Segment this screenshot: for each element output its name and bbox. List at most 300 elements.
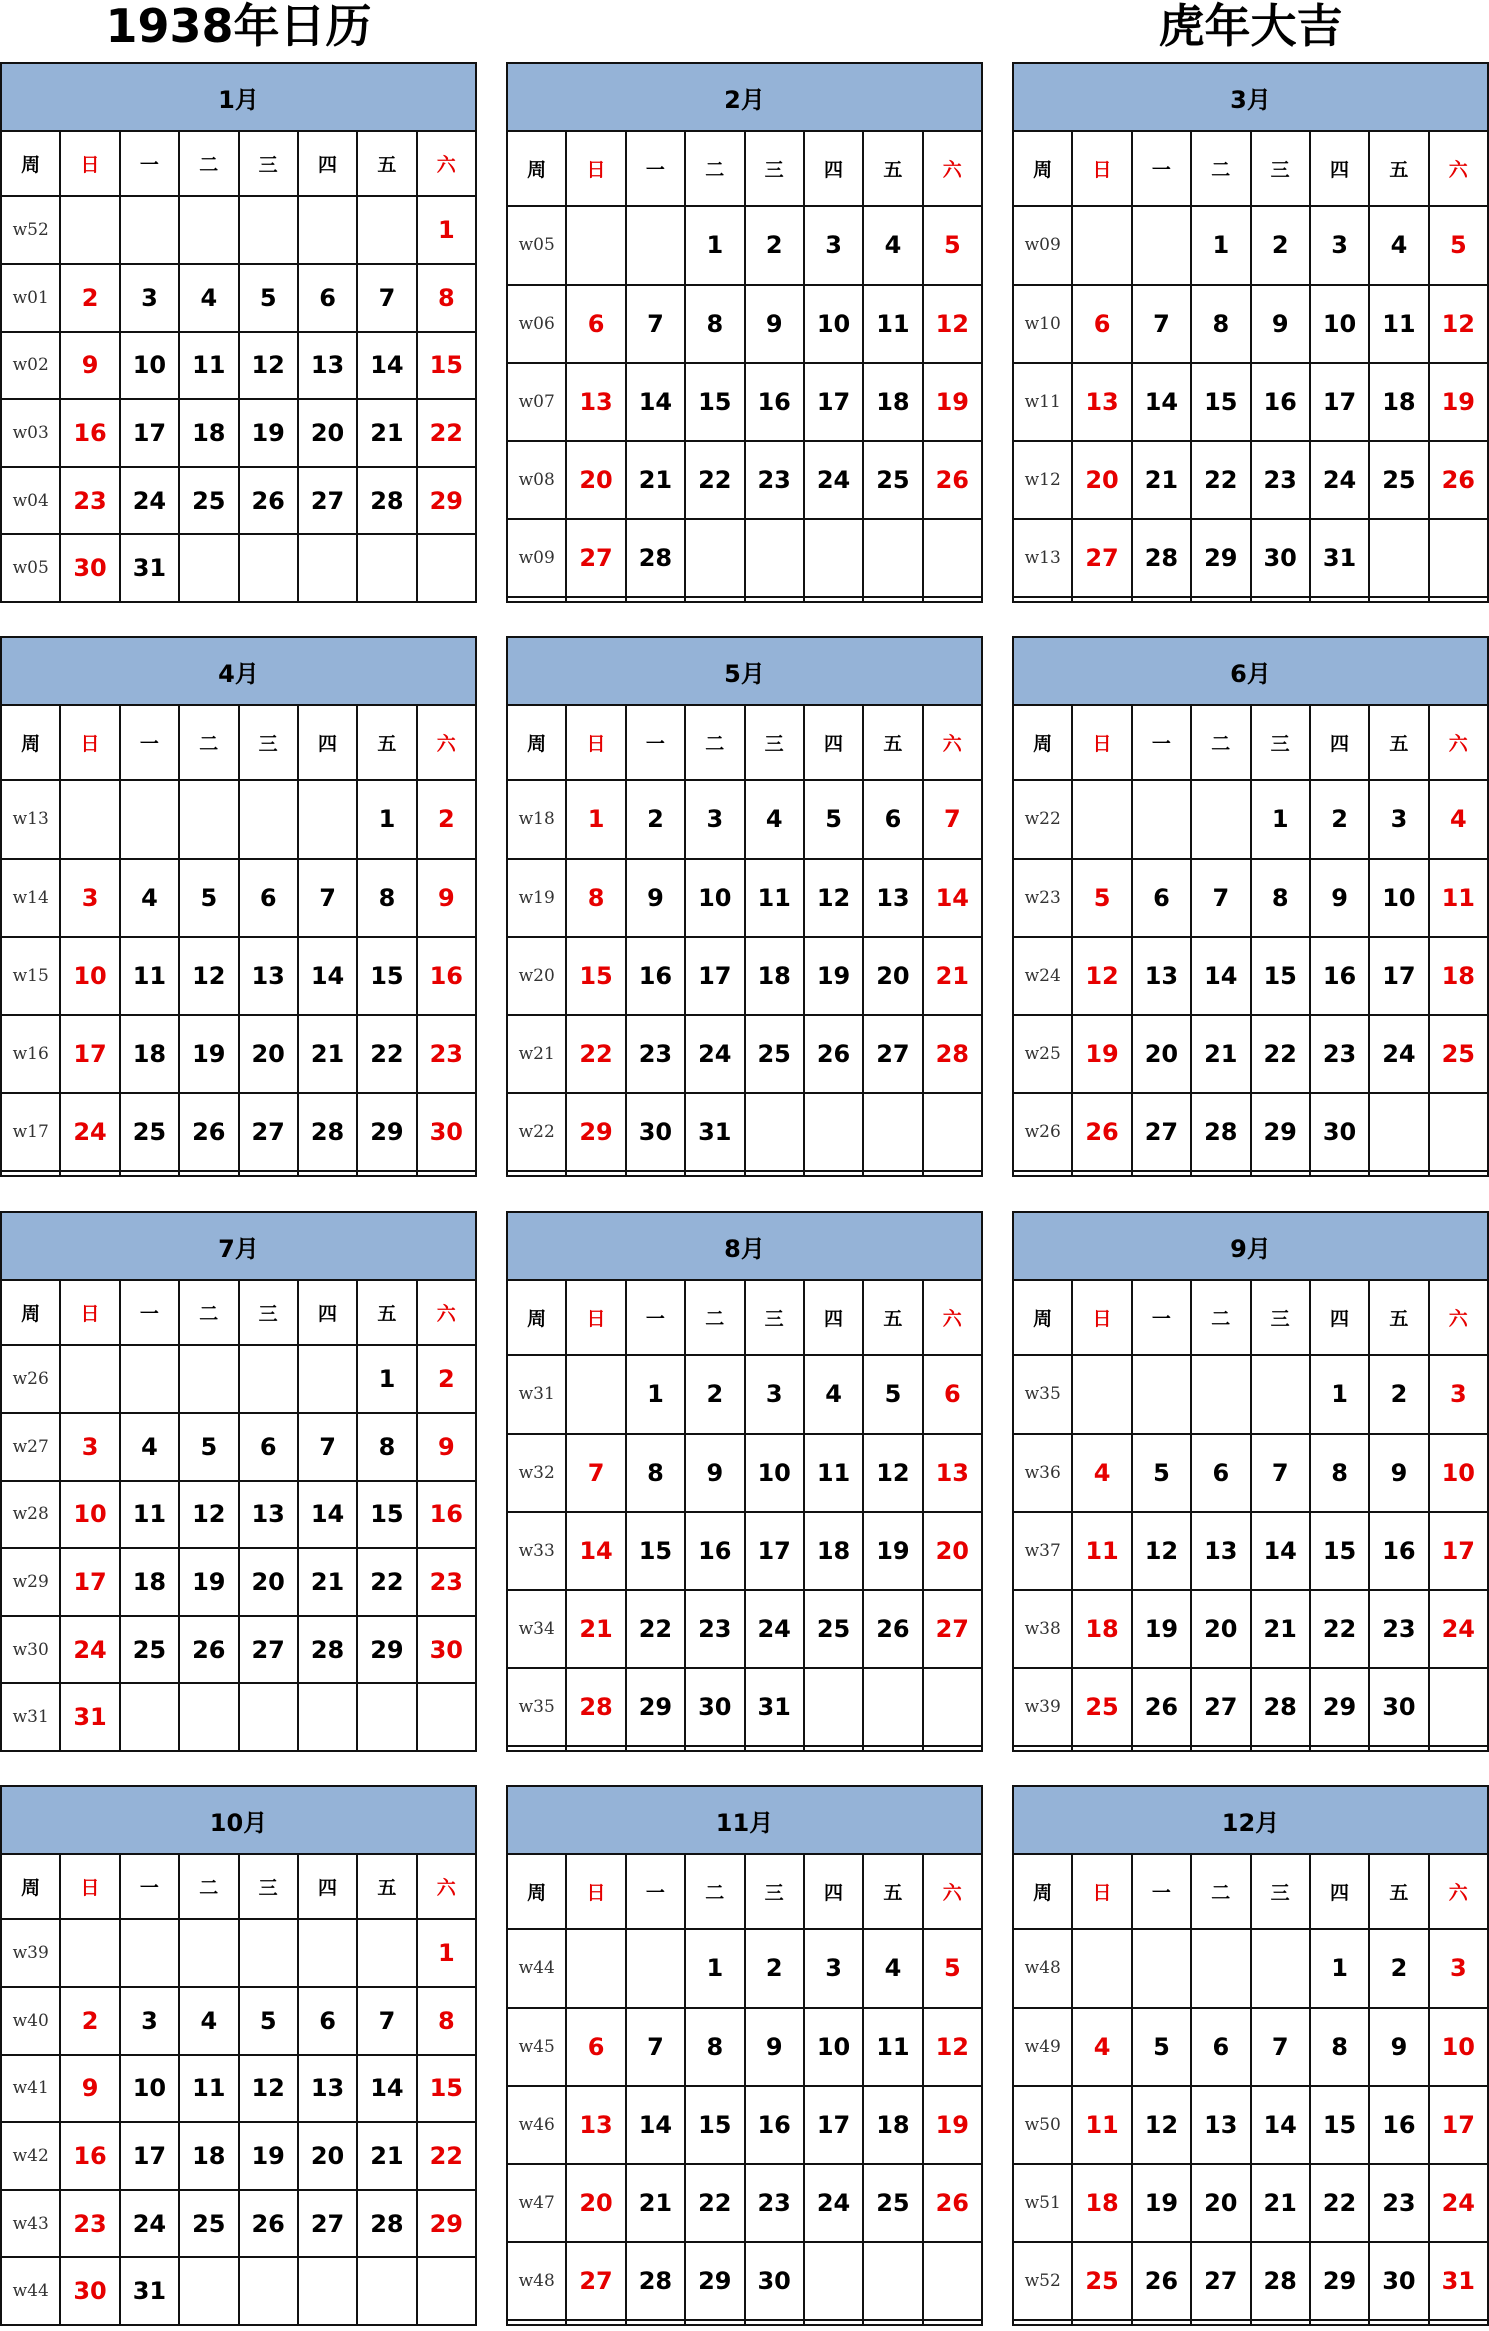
day-cell: 5	[179, 1413, 238, 1481]
week-number: w31	[507, 1355, 566, 1433]
day-cell: 15	[417, 332, 476, 400]
weekday-label: 日	[60, 131, 119, 196]
week-row	[1013, 1434, 1488, 1512]
weekday-label: 周	[1, 1854, 60, 1919]
weekday-header-row	[1, 1854, 476, 1919]
day-cell: 2	[1369, 1929, 1428, 2007]
day-cell	[745, 597, 804, 602]
day-cell: 24	[120, 2190, 179, 2258]
weekday-label: 六	[923, 131, 982, 206]
day-cell: 2	[685, 1355, 744, 1433]
day-cell: 8	[357, 1413, 416, 1481]
day-cell: 9	[745, 285, 804, 363]
day-cell: 4	[1072, 1434, 1131, 1512]
day-cell	[60, 196, 119, 264]
day-cell: 7	[298, 859, 357, 937]
day-cell: 11	[179, 2055, 238, 2123]
month-name: 7月	[1, 1212, 476, 1280]
day-cell	[179, 1171, 238, 1176]
week-number: w38	[1013, 1590, 1072, 1668]
day-cell: 28	[1251, 2242, 1310, 2320]
day-cell	[685, 519, 744, 597]
day-cell: 1	[1191, 206, 1250, 284]
day-cell: 30	[417, 1616, 476, 1684]
day-cell: 6	[566, 2008, 625, 2086]
day-cell	[1132, 1929, 1191, 2007]
day-cell: 25	[1369, 441, 1428, 519]
day-cell: 3	[685, 780, 744, 858]
day-cell: 10	[685, 859, 744, 937]
weekday-label: 三	[1251, 705, 1310, 780]
week-number: w08	[507, 441, 566, 519]
day-cell: 17	[1429, 1512, 1488, 1590]
day-cell: 30	[1310, 1093, 1369, 1171]
day-cell	[745, 519, 804, 597]
weekday-label: 六	[1429, 1854, 1488, 1929]
day-cell: 11	[1072, 1512, 1131, 1590]
weekday-label: 四	[1310, 1280, 1369, 1355]
weekday-label: 三	[745, 1280, 804, 1355]
day-cell	[417, 2257, 476, 2325]
weekday-header-row	[1, 705, 476, 780]
week-row	[507, 597, 982, 602]
day-cell: 5	[804, 780, 863, 858]
day-cell: 20	[298, 399, 357, 467]
week-row	[1, 1345, 476, 1413]
day-cell: 12	[923, 2008, 982, 2086]
day-cell	[1191, 1355, 1250, 1433]
week-number: w24	[1013, 937, 1072, 1015]
day-cell: 8	[1310, 2008, 1369, 2086]
day-cell: 2	[1369, 1355, 1428, 1433]
day-cell: 1	[357, 1345, 416, 1413]
day-cell: 10	[1369, 859, 1428, 937]
day-cell: 3	[120, 264, 179, 332]
day-cell: 4	[1429, 780, 1488, 858]
day-cell: 13	[298, 2055, 357, 2123]
day-cell: 10	[120, 332, 179, 400]
day-cell	[626, 1746, 685, 1751]
day-cell: 28	[357, 2190, 416, 2258]
day-cell	[357, 1171, 416, 1176]
day-cell: 20	[1191, 2164, 1250, 2242]
week-row	[507, 1093, 982, 1171]
day-cell: 21	[566, 1590, 625, 1668]
week-row	[1013, 937, 1488, 1015]
day-cell: 20	[1072, 441, 1131, 519]
day-cell: 24	[804, 441, 863, 519]
weekday-label: 五	[863, 1854, 922, 1929]
day-cell	[923, 1668, 982, 1746]
day-cell: 5	[1072, 859, 1131, 937]
day-cell: 24	[1429, 1590, 1488, 1668]
day-cell	[566, 1746, 625, 1751]
day-cell	[239, 1171, 298, 1176]
day-cell: 7	[1191, 859, 1250, 937]
day-cell	[1132, 2320, 1191, 2325]
week-number: w11	[1013, 363, 1072, 441]
week-row	[1, 1987, 476, 2055]
day-cell: 1	[566, 780, 625, 858]
week-row	[1013, 859, 1488, 937]
day-cell: 20	[298, 2122, 357, 2190]
day-cell: 15	[685, 2086, 744, 2164]
day-cell: 10	[1429, 2008, 1488, 2086]
weekday-label: 三	[1251, 1854, 1310, 1929]
day-cell: 22	[1191, 441, 1250, 519]
day-cell: 19	[1132, 2164, 1191, 2242]
day-cell	[1191, 780, 1250, 858]
day-cell: 21	[626, 2164, 685, 2242]
day-cell	[804, 2320, 863, 2325]
week-row	[507, 441, 982, 519]
month-name: 2月	[507, 63, 982, 131]
day-cell: 2	[1251, 206, 1310, 284]
day-cell: 13	[566, 363, 625, 441]
weekday-label: 三	[239, 1854, 298, 1919]
day-cell	[1072, 1171, 1131, 1176]
day-cell: 19	[179, 1548, 238, 1616]
day-cell	[1429, 597, 1488, 602]
day-cell	[1072, 1355, 1131, 1433]
weekday-label: 一	[120, 131, 179, 196]
month-table	[506, 62, 983, 603]
day-cell: 24	[60, 1616, 119, 1684]
day-cell: 15	[1251, 937, 1310, 1015]
weekday-label: 周	[1, 1280, 60, 1345]
day-cell: 29	[566, 1093, 625, 1171]
day-cell: 26	[1429, 441, 1488, 519]
week-number: w13	[1, 780, 60, 858]
day-cell	[417, 1683, 476, 1751]
weekday-header-row	[507, 705, 982, 780]
month-calendar	[1012, 62, 1489, 603]
day-cell: 26	[1072, 1093, 1131, 1171]
month-name: 1月	[1, 63, 476, 131]
day-cell: 7	[357, 1987, 416, 2055]
day-cell	[1251, 597, 1310, 602]
week-number: w33	[507, 1512, 566, 1590]
weekday-label: 四	[298, 705, 357, 780]
week-row	[1, 1548, 476, 1616]
day-cell	[1310, 597, 1369, 602]
weekday-label: 三	[745, 1854, 804, 1929]
weekday-label: 三	[239, 1280, 298, 1345]
weekday-label: 日	[566, 1280, 625, 1355]
day-cell: 6	[298, 264, 357, 332]
day-cell: 9	[685, 1434, 744, 1512]
weekday-label: 五	[1369, 705, 1428, 780]
day-cell: 20	[239, 1548, 298, 1616]
day-cell: 17	[120, 399, 179, 467]
day-cell: 26	[179, 1093, 238, 1171]
day-cell	[60, 1171, 119, 1176]
day-cell	[298, 1683, 357, 1751]
day-cell	[1369, 597, 1428, 602]
week-row	[507, 363, 982, 441]
day-cell: 24	[1310, 441, 1369, 519]
weekday-label: 日	[1072, 705, 1131, 780]
day-cell	[1310, 1171, 1369, 1176]
day-cell: 2	[417, 780, 476, 858]
week-row	[1, 2257, 476, 2325]
week-number: w18	[507, 780, 566, 858]
weekday-label: 周	[507, 1280, 566, 1355]
day-cell	[1369, 1093, 1428, 1171]
day-cell: 10	[120, 2055, 179, 2123]
day-cell: 22	[417, 399, 476, 467]
day-cell: 17	[1310, 363, 1369, 441]
day-cell: 29	[1310, 2242, 1369, 2320]
month-name: 8月	[507, 1212, 982, 1280]
day-cell	[1072, 597, 1131, 602]
day-cell: 19	[863, 1512, 922, 1590]
week-row	[1013, 2320, 1488, 2325]
weekday-label: 三	[239, 131, 298, 196]
month-calendar	[1012, 636, 1489, 1177]
day-cell	[1191, 1746, 1250, 1751]
day-cell: 13	[1132, 937, 1191, 1015]
weekday-label: 周	[507, 131, 566, 206]
day-cell: 2	[1310, 780, 1369, 858]
day-cell: 21	[357, 2122, 416, 2190]
day-cell: 1	[1251, 780, 1310, 858]
day-cell	[863, 1668, 922, 1746]
weekday-label: 二	[1191, 705, 1250, 780]
day-cell: 10	[60, 1481, 119, 1549]
week-row	[1013, 2086, 1488, 2164]
day-cell: 12	[1072, 937, 1131, 1015]
day-cell: 28	[1132, 519, 1191, 597]
month-name: 12月	[1013, 1786, 1488, 1854]
day-cell: 21	[357, 399, 416, 467]
day-cell	[357, 196, 416, 264]
day-cell	[417, 534, 476, 602]
weekday-label: 四	[1310, 131, 1369, 206]
day-cell: 9	[1251, 285, 1310, 363]
day-cell: 11	[120, 1481, 179, 1549]
day-cell: 25	[120, 1616, 179, 1684]
week-row	[1013, 2164, 1488, 2242]
week-number: w29	[1, 1548, 60, 1616]
day-cell: 12	[804, 859, 863, 937]
weekday-header-row	[1013, 131, 1488, 206]
day-cell: 30	[685, 1668, 744, 1746]
day-cell: 24	[685, 1015, 744, 1093]
day-cell: 10	[804, 285, 863, 363]
week-number: w06	[507, 285, 566, 363]
week-number: w26	[1013, 1093, 1072, 1171]
day-cell: 24	[745, 1590, 804, 1668]
month-calendar	[506, 636, 983, 1177]
week-number: w43	[1, 2190, 60, 2258]
week-row	[507, 519, 982, 597]
day-cell: 24	[60, 1093, 119, 1171]
day-cell: 27	[239, 1093, 298, 1171]
day-cell: 25	[863, 441, 922, 519]
week-row	[507, 206, 982, 284]
weekday-label: 日	[60, 1854, 119, 1919]
months-grid	[0, 62, 1489, 2331]
month-calendar	[506, 62, 983, 603]
day-cell: 31	[60, 1683, 119, 1751]
day-cell: 5	[1132, 1434, 1191, 1512]
day-cell: 6	[566, 285, 625, 363]
month-table	[1012, 636, 1489, 1177]
month-table	[0, 1785, 477, 2326]
day-cell: 22	[1310, 2164, 1369, 2242]
day-cell: 10	[1429, 1434, 1488, 1512]
day-cell: 8	[566, 859, 625, 937]
day-cell: 3	[1310, 206, 1369, 284]
week-number	[507, 1746, 566, 1751]
day-cell: 5	[239, 264, 298, 332]
weekday-label: 四	[1310, 1854, 1369, 1929]
week-row	[1, 1683, 476, 1751]
week-row	[1, 399, 476, 467]
day-cell: 7	[1251, 1434, 1310, 1512]
day-cell: 8	[685, 285, 744, 363]
day-cell: 19	[179, 1015, 238, 1093]
day-cell: 27	[298, 467, 357, 535]
day-cell: 29	[626, 1668, 685, 1746]
day-cell: 11	[179, 332, 238, 400]
day-cell: 1	[417, 196, 476, 264]
day-cell: 20	[566, 441, 625, 519]
day-cell	[863, 597, 922, 602]
month-calendar	[0, 636, 477, 1177]
day-cell: 20	[923, 1512, 982, 1590]
weekday-label: 一	[1132, 1280, 1191, 1355]
weekday-label: 一	[626, 1854, 685, 1929]
weekday-label: 日	[60, 1280, 119, 1345]
day-cell: 15	[417, 2055, 476, 2123]
day-cell: 11	[863, 2008, 922, 2086]
day-cell: 21	[923, 937, 982, 1015]
day-cell: 16	[60, 399, 119, 467]
week-row	[1013, 285, 1488, 363]
day-cell	[923, 1171, 982, 1176]
week-number: w15	[1, 937, 60, 1015]
day-cell	[298, 2257, 357, 2325]
day-cell: 2	[60, 264, 119, 332]
day-cell: 4	[179, 1987, 238, 2055]
day-cell: 9	[1369, 1434, 1428, 1512]
day-cell: 24	[1429, 2164, 1488, 2242]
weekday-label: 四	[1310, 705, 1369, 780]
day-cell: 3	[1429, 1929, 1488, 2007]
day-cell: 21	[626, 441, 685, 519]
day-cell: 28	[298, 1093, 357, 1171]
weekday-label: 六	[417, 1280, 476, 1345]
weekday-label: 日	[1072, 1854, 1131, 1929]
month-name: 4月	[1, 637, 476, 705]
day-cell: 22	[566, 1015, 625, 1093]
day-cell: 1	[685, 206, 744, 284]
day-cell	[298, 1919, 357, 1987]
week-number: w39	[1, 1919, 60, 1987]
day-cell: 30	[1369, 2242, 1428, 2320]
day-cell: 14	[1251, 2086, 1310, 2164]
week-row	[1, 2190, 476, 2258]
week-number: w03	[1, 399, 60, 467]
month-name: 3月	[1013, 63, 1488, 131]
week-row	[1013, 2008, 1488, 2086]
day-cell	[745, 2320, 804, 2325]
day-cell: 16	[626, 937, 685, 1015]
day-cell: 2	[745, 1929, 804, 2007]
week-row	[1, 534, 476, 602]
day-cell	[120, 1345, 179, 1413]
day-cell: 31	[120, 2257, 179, 2325]
weekday-label: 二	[685, 1280, 744, 1355]
week-number: w45	[507, 2008, 566, 2086]
day-cell: 11	[120, 937, 179, 1015]
day-cell: 27	[1072, 519, 1131, 597]
day-cell: 25	[1072, 2242, 1131, 2320]
day-cell: 2	[60, 1987, 119, 2055]
day-cell: 23	[1310, 1015, 1369, 1093]
week-number: w44	[507, 1929, 566, 2007]
weekday-label: 六	[1429, 1280, 1488, 1355]
weekday-label: 日	[1072, 131, 1131, 206]
day-cell: 7	[1132, 285, 1191, 363]
day-cell: 19	[239, 2122, 298, 2190]
day-cell: 14	[298, 937, 357, 1015]
day-cell: 15	[685, 363, 744, 441]
day-cell	[804, 519, 863, 597]
day-cell: 20	[863, 937, 922, 1015]
day-cell	[357, 534, 416, 602]
day-cell: 8	[626, 1434, 685, 1512]
day-cell: 22	[1251, 1015, 1310, 1093]
week-number: w50	[1013, 2086, 1072, 2164]
day-cell	[685, 597, 744, 602]
day-cell: 19	[804, 937, 863, 1015]
day-cell	[1191, 1929, 1250, 2007]
day-cell: 5	[179, 859, 238, 937]
week-number: w02	[1, 332, 60, 400]
weekday-label: 二	[179, 131, 238, 196]
week-row	[1, 2122, 476, 2190]
day-cell	[923, 1093, 982, 1171]
week-row	[1, 467, 476, 535]
day-cell: 18	[1369, 363, 1428, 441]
day-cell: 26	[239, 2190, 298, 2258]
month-calendar	[1012, 1211, 1489, 1752]
day-cell: 4	[1369, 206, 1428, 284]
day-cell: 17	[1429, 2086, 1488, 2164]
week-row	[507, 1668, 982, 1746]
week-number: w23	[1013, 859, 1072, 937]
month-calendar	[0, 1785, 477, 2326]
day-cell: 9	[1310, 859, 1369, 937]
day-cell: 15	[1310, 1512, 1369, 1590]
day-cell: 9	[60, 2055, 119, 2123]
day-cell: 22	[1310, 1590, 1369, 1668]
week-row	[507, 2320, 982, 2325]
day-cell: 8	[1191, 285, 1250, 363]
weekday-label: 五	[1369, 1280, 1428, 1355]
day-cell	[60, 1345, 119, 1413]
day-cell: 16	[60, 2122, 119, 2190]
day-cell: 28	[626, 519, 685, 597]
week-number	[507, 597, 566, 602]
day-cell	[60, 1919, 119, 1987]
week-row	[1013, 519, 1488, 597]
week-number: w32	[507, 1434, 566, 1512]
week-number: w39	[1013, 1668, 1072, 1746]
